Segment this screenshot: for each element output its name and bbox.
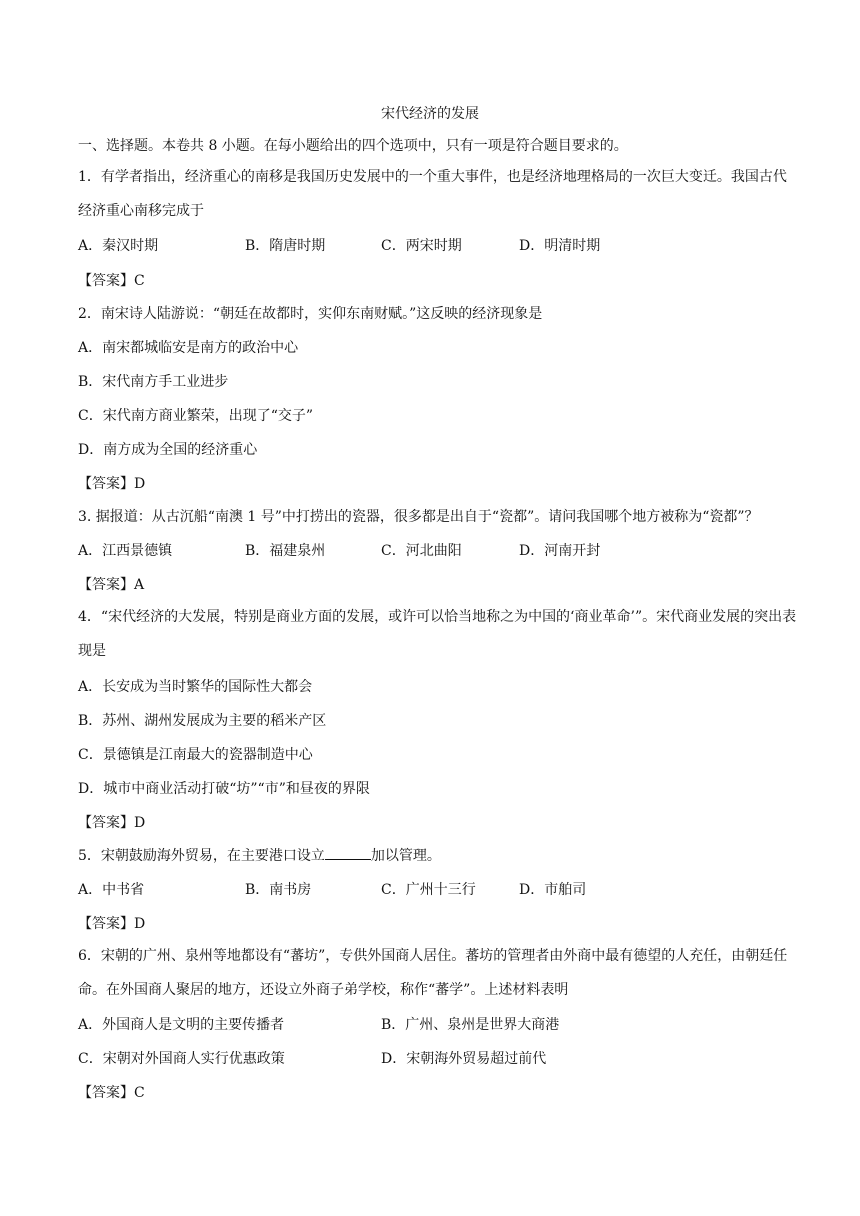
question-1-option-a: A．秦汉时期	[78, 238, 159, 254]
question-2-option-d: D．南方成为全国的经济重心	[78, 442, 258, 458]
question-1-stem: 1．有学者指出，经济重心的南移是我国历史发展中的一个重大事件，也是经济地理格局的一次巨大变迁。我国古代经济重心南移完成于	[78, 169, 787, 219]
question-4-stem: 4．“宋代经济的大发展，特别是商业方面的发展，或许可以恰当地称之为中国的‘商业革命’”。宋代商业发展的突出表现是	[78, 609, 797, 659]
question-1-option-c: C．两宋时期	[381, 238, 462, 254]
question-5-stem	[78, 845, 441, 865]
question-2-option-c: C．宋代南方商业繁荣，出现了“交子”	[78, 408, 314, 424]
question-4-option-b: B．苏州、湖州发展成为主要的稻米产区	[78, 713, 327, 729]
question-4-answer: 【答案】D	[78, 815, 146, 831]
question-2-answer: 【答案】D	[78, 476, 146, 492]
question-3-option-a: A．江西景德镇	[78, 543, 173, 559]
question-5-answer: 【答案】D	[78, 916, 146, 932]
question-3-stem: 3. 据报道：从古沉船“南澳 1 号”中打捞出的瓷器，很多都是出自于“瓷都”。请问我国哪个地方被称为“瓷都”？	[78, 509, 759, 525]
question-3-option-d: D．河南开封	[519, 543, 601, 559]
question-1-option-b: B．隋唐时期	[245, 238, 326, 254]
question-5-option-a: A．中书省	[78, 882, 145, 898]
question-4-option-c: C．景德镇是江南最大的瓷器制造中心	[78, 747, 313, 763]
question-5-option-b: B．南书房	[245, 882, 312, 898]
question-6-option-d: D．宋朝海外贸易超过前代	[381, 1051, 547, 1067]
question-6-answer: 【答案】C	[78, 1085, 145, 1101]
question-5-stem-before: 5．宋朝鼓励海外贸易，在主要港口设立	[78, 848, 325, 864]
question-6-option-a: A．外国商人是文明的主要传播者	[78, 1017, 285, 1033]
question-3-option-c: C．河北曲阳	[381, 543, 462, 559]
question-2-option-a: A．南宋都城临安是南方的政治中心	[78, 340, 299, 356]
question-6-option-c: C．宋朝对外国商人实行优惠政策	[78, 1051, 285, 1067]
question-2-option-b: B．宋代南方手工业进步	[78, 374, 229, 390]
page-title: 宋代经济的发展	[381, 106, 479, 122]
question-3-option-b: B．福建泉州	[245, 543, 326, 559]
question-5-option-d: D．市舶司	[519, 882, 587, 898]
question-4-option-a: A．长安成为当时繁华的国际性大都会	[78, 679, 313, 695]
question-1-answer: 【答案】C	[78, 273, 145, 289]
question-4-option-d: D．城市中商业活动打破“坊”“市”和昼夜的界限	[78, 781, 370, 797]
question-6-stem: 6．宋朝的广州、泉州等地都设有“蕃坊”，专供外国商人居住。蕃坊的管理者由外商中最有德望的人充任，由朝廷任命。在外国商人聚居的地方，还设立外商子弟学校，称作“蕃学”。上述材料表明	[78, 948, 788, 998]
question-1-option-d: D．明清时期	[519, 238, 601, 254]
question-5-option-c: C．广州十三行	[381, 882, 476, 898]
question-2-stem: 2．南宋诗人陆游说：“朝廷在故都时，实仰东南财赋。”这反映的经济现象是	[78, 306, 543, 322]
fill-in-blank	[325, 847, 371, 860]
section-heading: 一、选择题。本卷共 8 小题。在每小题给出的四个选项中，只有一项是符合题目要求的。	[78, 138, 628, 154]
question-5-stem-after: 加以管理。	[370, 848, 441, 864]
question-6-option-b: B．广州、泉州是世界大商港	[381, 1017, 560, 1033]
question-3-answer: 【答案】A	[78, 577, 145, 593]
